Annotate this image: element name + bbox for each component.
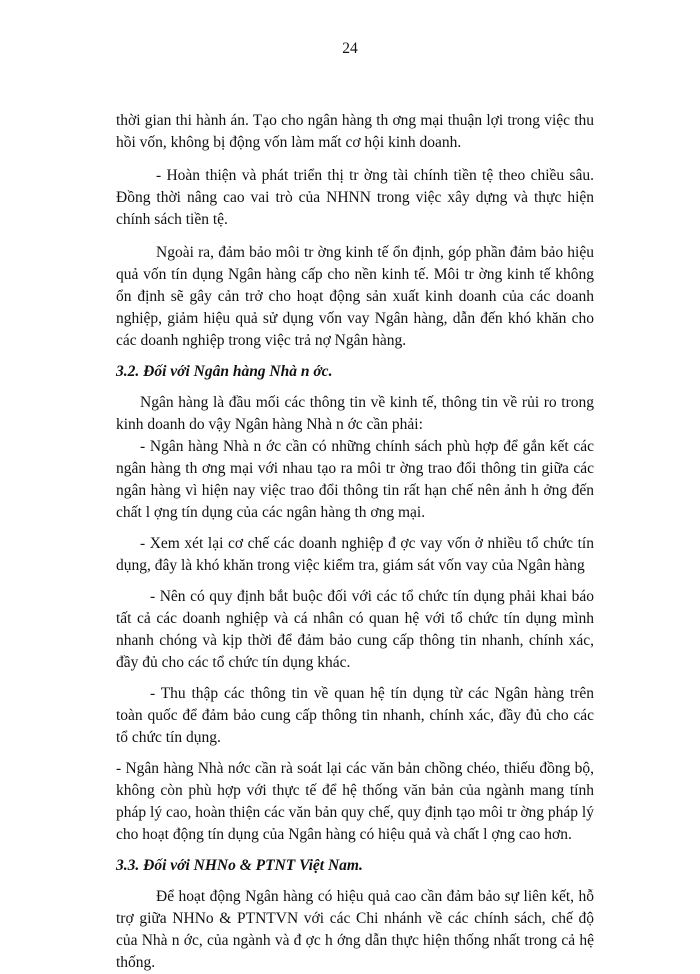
document-body (116, 110, 594, 974)
page-number: 24 (342, 40, 358, 57)
paragraph: thời gian thi hành án. Tạo cho ngân hàng th ơng mại thuận lợi trong việc thu hồi vốn, không bị động vốn làm mất cơ hội kinh doanh. (116, 112, 594, 151)
paragraph: - Ngân hàng Nhà nớc cần rà soát lại các văn bản chồng chéo, thiếu đồng bộ, không còn phù hợp với thực tế để hệ thống văn bản của ngành mang tính pháp lý cao, hoàn thiện các văn bản quy chế, quy định tạo môi tr ờng pháp lý cho hoạt động tín dụng của Ngân hàng có hiệu quả và chất l ợng cao hơn. (116, 760, 594, 843)
paragraph: - Thu thập các thông tin về quan hệ tín dụng từ các Ngân hàng trên toàn quốc để đảm bảo cung cấp thông tin nhanh, chính xác, đầy đủ cho các tổ chức tín dụng. (116, 685, 594, 746)
section-heading-3-2: 3.2. Đối với Ngân hàng Nhà n ớc. (116, 363, 333, 380)
paragraph: Ngân hàng là đầu mối các thông tin về kinh tế, thông tin về rủi ro trong kinh doanh do vậy Ngân hàng Nhà n ớc cần phải: (116, 394, 594, 433)
paragraph: - Nên có quy định bắt buộc đối với các tổ chức tín dụng phải khai báo tất cả các doanh nghiệp và cá nhân có quan hệ với tổ chức tín dụng mình nhanh chóng và kịp thời để đảm bảo cung cấp thông tin nhanh, chính xác, đầy đủ cho các tổ chức tín dụng khác. (116, 588, 594, 671)
paragraph: - Ngân hàng Nhà n ớc cần có những chính sách phù hợp để gắn kết các ngân hàng th ơng mại với nhau tạo ra môi tr ờng trao đổi thông tin giữa các ngân hàng vì hiện nay việc trao đổi thông tin rất hạn chế nên ảnh h ởng đến chất l ợng tín dụng của các ngân hàng th ơng mại. (116, 438, 594, 521)
paragraph: Ngoài ra, đảm bảo môi tr ờng kinh tế ổn định, góp phần đảm bảo hiệu quả vốn tín dụng Ngân hàng cấp cho nền kinh tế. Môi tr ờng kinh tế không ổn định sẽ gây cản trở cho hoạt động sản xuất kinh doanh của các doanh nghiệp, giảm hiệu quả sử dụng vốn vay Ngân hàng, dẫn đến khó khăn cho các doanh nghiệp trong việc trả nợ Ngân hàng. (116, 244, 594, 349)
section-heading-3-3: 3.3. Đối với NHNo & PTNT Việt Nam. (116, 857, 363, 874)
paragraph: - Xem xét lại cơ chế các doanh nghiệp đ ợc vay vốn ở nhiều tổ chức tín dụng, đây là khó khăn trong việc kiểm tra, giám sát vốn vay của Ngân hàng (116, 535, 594, 574)
paragraph: Để hoạt động Ngân hàng có hiệu quả cao cần đảm bảo sự liên kết, hỗ trợ giữa NHNo & PTNTVN với các Chi nhánh về các chính sách, chế độ của Nhà n ớc, của ngành và đ ợc h ớng dẫn thực hiện thống nhất trong cả hệ thống. (116, 888, 594, 971)
paragraph: - Hoàn thiện và phát triển thị tr ờng tài chính tiền tệ theo chiều sâu. Đồng thời nâng cao vai trò của NHNN trong việc xây dựng và thực hiện chính sách tiền tệ. (116, 167, 594, 228)
